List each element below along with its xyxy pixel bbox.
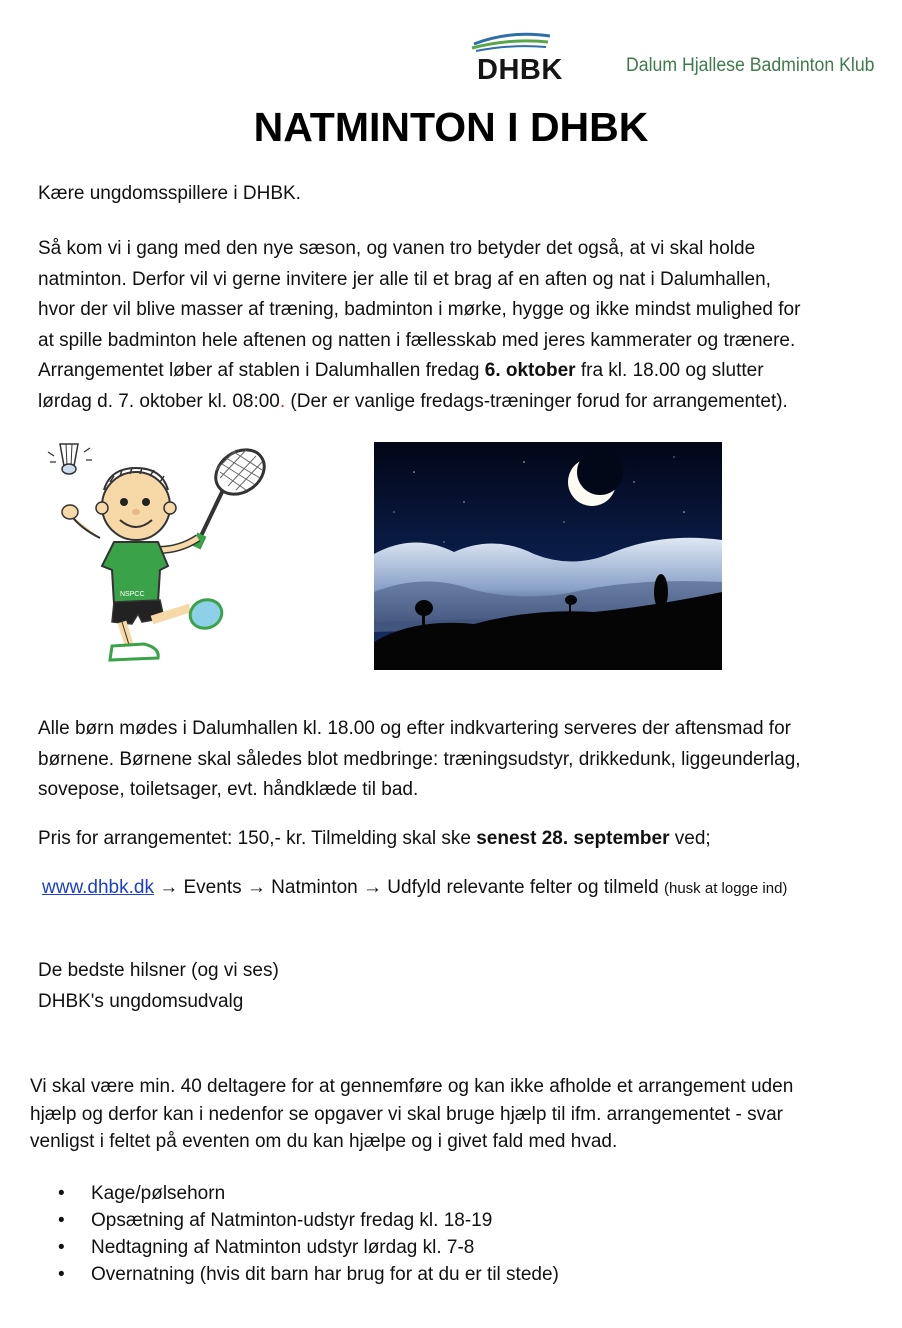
bullet-icon: • [58,1264,65,1285]
dhbk-logo [470,28,570,86]
list-item [58,1207,559,1234]
event-date: 6. oktober [484,360,576,381]
badminton-kid-illustration [40,438,280,668]
list-item [58,1261,559,1288]
children-line: børnene. Børnene skal således blot medbringe: træningsudstyr, drikkedunk, liggeunderlag, [38,748,801,770]
list-item [58,1234,559,1261]
intro-line [38,387,868,418]
task-label: Nedtagning af Natminton udstyr lørdag kl. 7-8 [91,1237,475,1258]
end-date: lørdag d. 7. oktober kl. 08:00 [38,390,280,412]
intro-line: at spille badminton hele aftenen og natten i fællesskab med jeres kammerater og trænere. [38,329,796,351]
price-text: Pris for arrangementet: 150,- kr. Tilmelding skal ske [38,828,477,849]
intro-line [38,356,868,387]
volunteers-paragraph [30,1073,793,1156]
page-title: NATMINTON I DHBK [253,104,649,150]
greeting: Kære ungdomsspillere i DHBK. [38,183,301,204]
regards-line: De bedste hilsner (og vi ses) [38,960,279,981]
deadline: senest 28. september [476,828,670,849]
price-paragraph [38,824,711,855]
children-paragraph [38,714,868,806]
racket-icon [192,441,273,550]
intro-line: Så kom vi i gang med den nye sæson, og vanen tro betyder det også, at vi skal holde [38,238,756,259]
intro-line: hvor der vil blive masser af træning, badminton i mørke, hygge og ikke mindst mulighed for [38,299,801,320]
task-list [58,1180,559,1288]
task-label: Kage/pølsehorn [91,1183,226,1204]
bullet-icon: • [58,1210,65,1231]
volunteers-line: venligst i feltet på eventen om du kan hjælpe og i givet fald med hvad. [30,1131,618,1152]
signature: DHBK's ungdomsudvalg [38,990,244,1012]
bullet-icon: • [58,1183,65,1204]
bullet-icon: • [58,1237,65,1258]
price-text: ved; [669,828,711,849]
intro-text: fra kl. 18.00 og slutter [575,360,764,381]
intro-line: natminton. Derfor vil vi gerne invitere jer alle til et brag af en aften og nat i Dalumhallen, [38,268,771,290]
task-label: Overnatning (hvis dit barn har brug for at du er til stede) [91,1264,559,1285]
shirt-text: NSPCC [120,591,145,598]
intro-text: (Der er vanlige fredags-træninger forud for arrangementet). [285,390,788,412]
children-line: sovepose, toiletsager, evt. håndklæde til bad. [38,779,419,800]
signup-path: → Events → Natminton → Udfyld relevante felter og tilmeld [153,877,664,898]
dhbk-website-link[interactable]: www.dhbk.dk [42,877,154,898]
volunteers-line: hjælp og derfor kan i nedenfor se opgaver vi skal bruge hjælp til ifm. arrangementet - svar [30,1103,783,1125]
signup-paragraph [42,873,787,905]
logo-text: DHBK [477,54,563,86]
list-item [58,1180,559,1207]
signup-note: (husk at logge ind) [664,880,788,897]
red-period: . [279,390,286,412]
intro-text: Arrangementet løber af stablen i Dalumhallen fredag [38,360,485,381]
regards-paragraph [38,956,279,1017]
shuttlecock-icon [48,444,92,474]
intro-paragraph [38,234,868,417]
children-line: Alle børn mødes i Dalumhallen kl. 18.00 og efter indkvartering serveres der aftensmad for [38,718,791,739]
night-sky-moon-photo [374,442,722,670]
task-label: Opsætning af Natminton-udstyr fredag kl. 18-19 [91,1210,493,1231]
club-name: Dalum Hjallese Badminton Klub [626,55,875,76]
volunteers-line: Vi skal være min. 40 deltagere for at gennemføre og kan ikke afholde et arrangement uden [30,1076,794,1097]
